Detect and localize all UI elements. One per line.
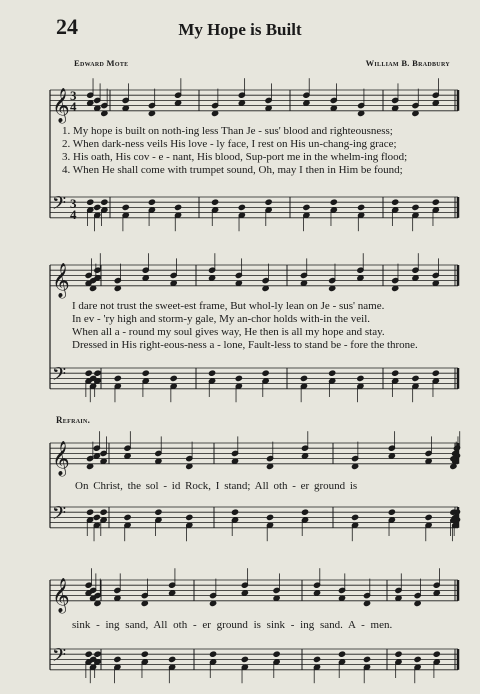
treble-note	[100, 458, 107, 464]
bass-clef-icon: 𝄢	[52, 193, 67, 219]
bass-note	[273, 651, 280, 657]
bass-note	[124, 514, 131, 520]
bass-note	[338, 651, 345, 657]
bass-note	[412, 204, 419, 210]
bass-note	[301, 509, 308, 515]
treble-note	[363, 600, 370, 606]
bass-note	[142, 370, 149, 376]
bass-note	[330, 199, 337, 205]
treble-note	[231, 458, 238, 464]
treble-note	[425, 458, 432, 464]
treble-note	[155, 458, 162, 464]
verse-4-line-2: Dressed in His right-eous-ness a - lone, Fault-less to stand be - fore the throne.	[72, 339, 418, 351]
bass-note	[186, 514, 193, 520]
bass-note	[148, 199, 155, 205]
treble-note	[432, 280, 439, 286]
bass-note	[93, 514, 100, 520]
treble-note	[313, 590, 320, 596]
treble-note	[186, 463, 193, 469]
treble-note	[266, 463, 273, 469]
treble-note	[141, 600, 148, 606]
bass-note	[211, 199, 218, 205]
bass-clef-icon: 𝄢	[52, 503, 67, 529]
bass-note	[85, 370, 92, 376]
treble-note	[101, 110, 108, 116]
bass-note	[87, 199, 94, 205]
bass-note	[235, 375, 242, 381]
treble-note	[208, 275, 215, 281]
bass-note	[358, 204, 365, 210]
bass-clef-icon: 𝄢	[52, 645, 67, 671]
bass-note	[85, 651, 92, 657]
bass-note	[266, 514, 273, 520]
treble-note	[412, 110, 419, 116]
bass-time-signature-bottom: 4	[70, 207, 77, 222]
treble-note	[303, 100, 310, 106]
bass-note	[238, 204, 245, 210]
bass-note	[170, 375, 177, 381]
treble-note	[238, 100, 245, 106]
treble-note	[301, 453, 308, 459]
treble-note	[392, 105, 399, 111]
verse-3-line-1: 3. His oath, His cov - e - nant, His blood, Sup-port me in the whelm-ing flood;	[62, 151, 408, 163]
refrain-line-2: sink - ing sand, All oth - er ground is sink - ing sand. A - men.	[72, 619, 393, 631]
treble-note	[211, 110, 218, 116]
treble-note	[122, 105, 129, 111]
time-signature-top: 3	[70, 88, 77, 103]
treble-note	[94, 600, 101, 606]
treble-note	[114, 595, 121, 601]
bass-time-signature-top: 3	[70, 196, 77, 211]
treble-note	[174, 100, 181, 106]
bass-note	[265, 199, 272, 205]
bass-note	[241, 656, 248, 662]
bass-note	[94, 651, 101, 657]
bass-note	[300, 375, 307, 381]
bass-clef-icon: 𝄢	[52, 364, 67, 390]
treble-note	[414, 600, 421, 606]
bass-note	[392, 370, 399, 376]
treble-note	[300, 280, 307, 286]
bass-note	[155, 509, 162, 515]
bass-note	[388, 509, 395, 515]
treble-note	[395, 595, 402, 601]
bass-note	[122, 204, 129, 210]
treble-note	[330, 105, 337, 111]
bass-note	[141, 651, 148, 657]
verse-1-line-1: 1. My hope is built on noth-ing less Than Je - sus' blood and righteousness;	[62, 125, 393, 137]
treble-note	[235, 280, 242, 286]
treble-clef-icon: 𝄞	[52, 262, 70, 298]
bass-note	[412, 375, 419, 381]
treble-note	[86, 463, 93, 469]
composer-credit: William B. Bradbury	[365, 58, 450, 68]
bass-note	[357, 375, 364, 381]
treble-note	[357, 275, 364, 281]
treble-note	[450, 463, 457, 469]
treble-note	[209, 600, 216, 606]
treble-note	[433, 590, 440, 596]
bass-note	[86, 509, 93, 515]
treble-note	[265, 105, 272, 111]
bass-note	[209, 651, 216, 657]
verse-4-line-1: 4. When He shall come with trumpet sound, Oh, may I then in Him be found;	[62, 164, 403, 176]
treble-note	[169, 590, 176, 596]
treble-note	[170, 280, 177, 286]
bass-note	[414, 656, 421, 662]
bass-note	[329, 370, 336, 376]
bass-note	[313, 656, 320, 662]
bass-note	[433, 651, 440, 657]
time-signature-bottom: 4	[70, 99, 77, 114]
bass-note	[392, 199, 399, 205]
treble-note	[262, 285, 269, 291]
treble-note	[93, 453, 100, 459]
bass-note	[114, 656, 121, 662]
treble-clef-icon: 𝄞	[52, 87, 70, 123]
bass-note	[231, 509, 238, 515]
treble-note	[412, 275, 419, 281]
bass-note	[262, 370, 269, 376]
treble-note	[114, 285, 121, 291]
bass-note	[208, 370, 215, 376]
treble-note	[351, 463, 358, 469]
bass-note	[395, 651, 402, 657]
refrain-line-1: On Christ, the sol - id Rock, I stand; All oth - er ground is	[75, 480, 358, 492]
treble-note	[273, 595, 280, 601]
bass-note	[169, 656, 176, 662]
bass-note	[432, 370, 439, 376]
bass-note	[432, 199, 439, 205]
treble-note	[94, 275, 101, 281]
refrain-label: Refrain.	[56, 415, 91, 425]
bass-note	[94, 204, 101, 210]
page-number: 24	[56, 14, 78, 39]
treble-note	[388, 453, 395, 459]
treble-clef-icon: 𝄞	[52, 577, 70, 613]
bass-note	[425, 514, 432, 520]
bass-note	[94, 370, 101, 376]
bass-note	[303, 204, 310, 210]
treble-note	[432, 100, 439, 106]
treble-note	[89, 285, 96, 291]
treble-note	[338, 595, 345, 601]
treble-clef-icon: 𝄞	[52, 440, 70, 476]
verse-1-line-2: I dare not trust the sweet-est frame, But whol-ly lean on Je - sus' name.	[72, 300, 385, 312]
bass-note	[363, 656, 370, 662]
bass-note	[100, 509, 107, 515]
bass-note	[351, 514, 358, 520]
bass-note	[114, 375, 121, 381]
treble-note	[87, 100, 94, 106]
treble-note	[392, 285, 399, 291]
verse-3-line-2: When all a - round my soul gives way, He then is all my hope and stay.	[72, 326, 385, 338]
verse-2-line-2: In ev - 'ry high and storm-y gale, My an-chor holds with-in the veil.	[72, 313, 370, 325]
verse-2-line-1: 2. When dark-ness veils His love - ly face, I rest on His un-chang-ing grace;	[62, 138, 397, 150]
treble-note	[124, 453, 131, 459]
bass-note	[174, 204, 181, 210]
treble-note	[94, 105, 101, 111]
bass-note	[101, 199, 108, 205]
hymn-title: My Hope is Built	[178, 20, 302, 39]
treble-note	[142, 275, 149, 281]
lyricist-credit: Edward Mote	[74, 58, 129, 68]
treble-note	[358, 110, 365, 116]
treble-note	[329, 285, 336, 291]
treble-note	[241, 590, 248, 596]
treble-note	[148, 110, 155, 116]
